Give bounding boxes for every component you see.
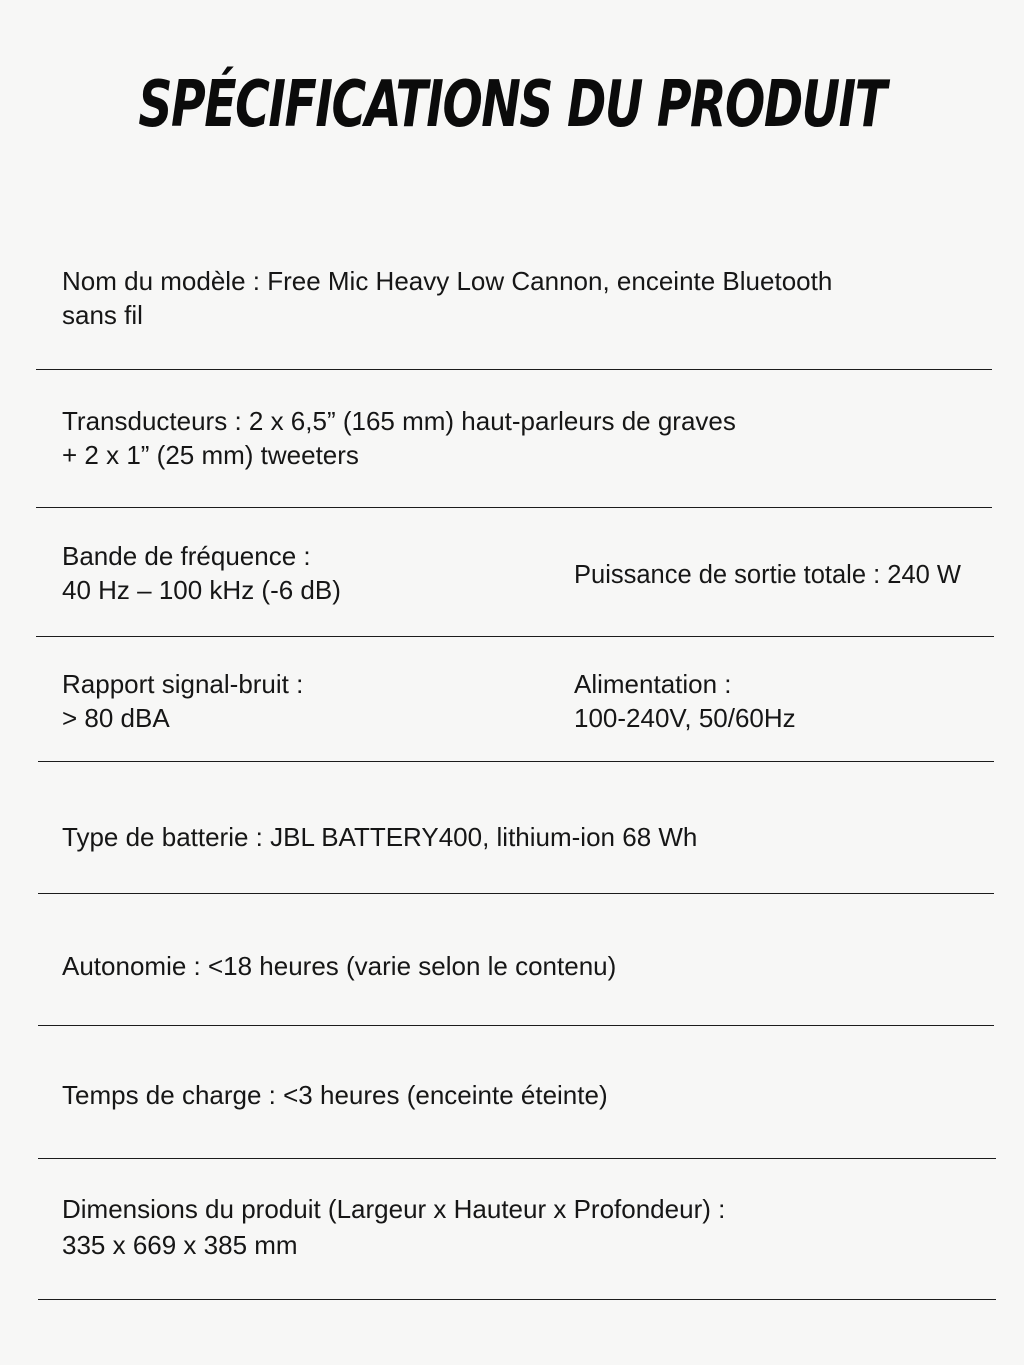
divider: [36, 507, 992, 508]
transducers-line2: + 2 x 1” (25 mm) tweeters: [62, 440, 359, 470]
dimensions-line2: 335 x 669 x 385 mm: [62, 1230, 298, 1260]
model-name-line2: sans fil: [62, 300, 143, 330]
divider: [38, 893, 994, 894]
model-name-line1: Nom du modèle : Free Mic Heavy Low Cannon, enceinte Bluetooth: [62, 266, 833, 296]
power-output: Puissance de sortie totale : 240 W: [574, 561, 961, 589]
frequency-label: Bande de fréquence :: [62, 541, 311, 571]
snr-label: Rapport signal-bruit :: [62, 669, 304, 699]
dimensions-line1: Dimensions du produit (Largeur x Hauteur x Profondeur) :: [62, 1194, 726, 1224]
autonomy: Autonomie : <18 heures (varie selon le contenu): [62, 951, 617, 981]
divider: [36, 636, 994, 637]
power-supply-label: Alimentation :: [574, 669, 732, 699]
divider: [38, 1299, 996, 1300]
battery-type: Type de batterie : JBL BATTERY400, lithium-ion 68 Wh: [62, 822, 698, 852]
frequency-value: 40 Hz – 100 kHz (-6 dB): [62, 575, 341, 605]
divider: [38, 1025, 994, 1026]
power-supply-value: 100-240V, 50/60Hz: [574, 703, 796, 733]
page-title: SPÉCIFICATIONS DU PRODUIT: [138, 68, 886, 142]
charge-time: Temps de charge : <3 heures (enceinte éteinte): [62, 1080, 608, 1110]
divider: [38, 761, 994, 762]
divider: [38, 1158, 996, 1159]
snr-value: > 80 dBA: [62, 703, 170, 733]
transducers-line1: Transducteurs : 2 x 6,5” (165 mm) haut-parleurs de graves: [62, 406, 736, 436]
divider: [36, 369, 992, 370]
